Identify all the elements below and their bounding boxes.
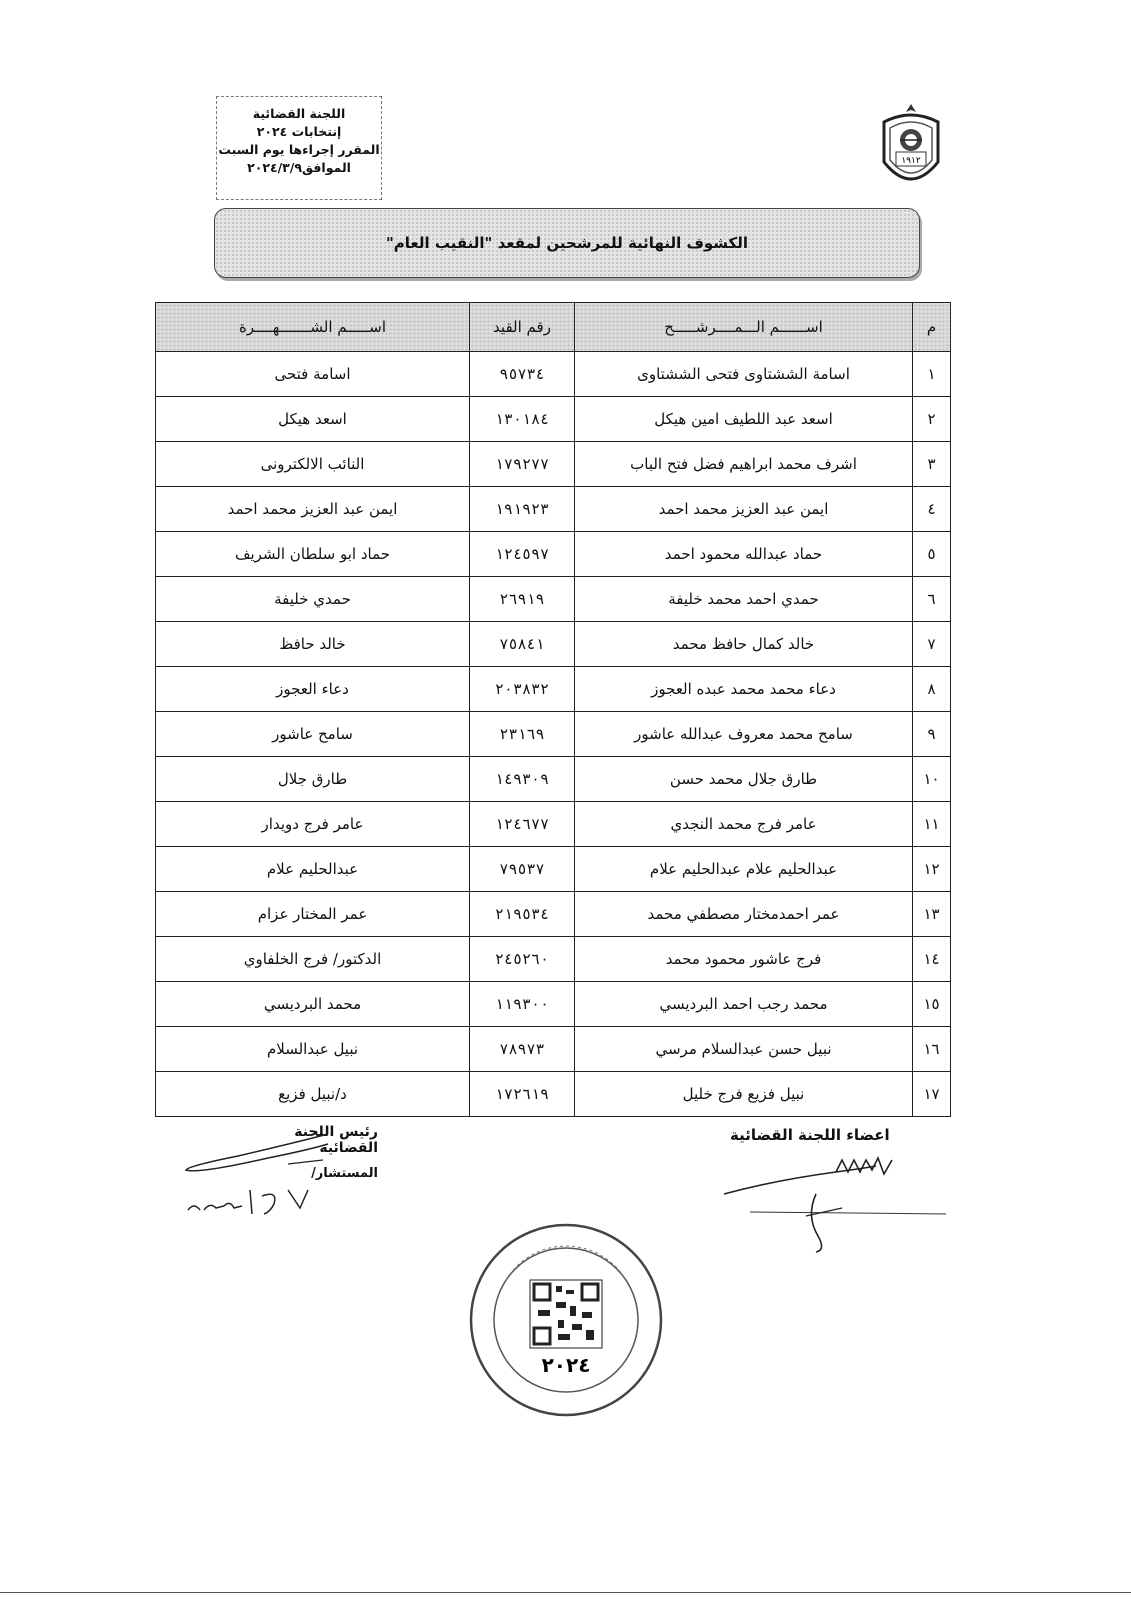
row-index: ٦ (913, 577, 951, 622)
election-date: الموافق٢٠٢٤/٣/٩ (247, 160, 351, 175)
row-index: ١٧ (913, 1072, 951, 1117)
member-signature-2 (746, 1186, 956, 1256)
row-index: ٧ (913, 622, 951, 667)
popular-name: طارق جلال (156, 757, 470, 802)
table-row (156, 442, 951, 487)
table-row (156, 532, 951, 577)
registration-no: ٢٦٩١٩ (470, 577, 575, 622)
popular-name: عمر المختار عزام (156, 892, 470, 937)
table-row (156, 892, 951, 937)
registration-no: ١٧٢٦١٩ (470, 1072, 575, 1117)
page-title: الكشوف النهائية للمرشحين لمقعد "النقيب العام" (385, 234, 749, 252)
table-row (156, 1072, 951, 1117)
table-row (156, 622, 951, 667)
registration-no: ١٩١٩٢٣ (470, 487, 575, 532)
logo-year: ١٩١٢ (901, 156, 921, 166)
row-index: ١ (913, 352, 951, 397)
popular-name: النائب الالكترونى (156, 442, 470, 487)
table-row (156, 982, 951, 1027)
registration-no: ٢٠٣٨٣٢ (470, 667, 575, 712)
qr-code-icon (530, 1280, 602, 1348)
candidate-name: خالد كمال حافظ محمد (575, 622, 913, 667)
table-row (156, 667, 951, 712)
table-row (156, 352, 951, 397)
registration-no: ٧٨٩٧٣ (470, 1027, 575, 1072)
candidate-name: طارق جلال محمد حسن (575, 757, 913, 802)
registration-no: ٢٤٥٢٦٠ (470, 937, 575, 982)
popular-name: خالد حافظ (156, 622, 470, 667)
candidate-name: سامح محمد معروف عبدالله عاشور (575, 712, 913, 757)
candidates-table-wrapper (155, 302, 950, 1117)
seal-year: ٢٠٢٤ (541, 1353, 591, 1377)
registration-no: ٢٣١٦٩ (470, 712, 575, 757)
candidate-name: دعاء محمد محمد عبده العجوز (575, 667, 913, 712)
popular-name: حمدي خليفة (156, 577, 470, 622)
candidate-name: عمر احمدمختار مصطفي محمد (575, 892, 913, 937)
registration-no: ١٢٤٥٩٧ (470, 532, 575, 577)
candidate-name: اسامة الششتاوى فتحى الششتاوى (575, 352, 913, 397)
row-index: ١٥ (913, 982, 951, 1027)
candidate-name: عامر فرج محمد النجدي (575, 802, 913, 847)
table-row (156, 757, 951, 802)
registration-no: ٧٩٥٣٧ (470, 847, 575, 892)
popular-name: نبيل عبدالسلام (156, 1027, 470, 1072)
committee-president-label: رئيس اللجنة القضائية (294, 1124, 378, 1156)
row-index: ٣ (913, 442, 951, 487)
candidate-name: حمدي احمد محمد خليفة (575, 577, 913, 622)
popular-name: دعاء العجوز (156, 667, 470, 712)
counselor-label: المستشار/ (311, 1166, 378, 1181)
committee-name: اللجنة القضائية (252, 106, 346, 121)
popular-name: حماد ابو سلطان الشريف (156, 532, 470, 577)
official-seal (466, 1220, 666, 1420)
popular-name: عبدالحليم علام (156, 847, 470, 892)
candidate-name: نبيل حسن عبدالسلام مرسي (575, 1027, 913, 1072)
popular-name: ايمن عبد العزيز محمد احمد (156, 487, 470, 532)
header-registration-no: رقم القيد (470, 303, 575, 352)
bottom-divider (0, 1592, 1131, 1593)
popular-name: اسعد هيكل (156, 397, 470, 442)
candidate-name: حماد عبدالله محمود احمد (575, 532, 913, 577)
popular-name: الدكتور/ فرج الخلفاوي (156, 937, 470, 982)
committee-members-label: اعضاء اللجنة القضائية (730, 1126, 890, 1144)
row-index: ١١ (913, 802, 951, 847)
row-index: ٥ (913, 532, 951, 577)
candidate-name: اسعد عبد اللطيف امين هيكل (575, 397, 913, 442)
row-index: ٢ (913, 397, 951, 442)
scheduled-day: المقرر إجراءها يوم السبت (218, 142, 380, 157)
row-index: ١٠ (913, 757, 951, 802)
row-index: ١٦ (913, 1027, 951, 1072)
row-index: ٤ (913, 487, 951, 532)
candidate-name: فرج عاشور محمود محمد (575, 937, 913, 982)
popular-name: عامر فرج دويدار (156, 802, 470, 847)
candidate-name: اشرف محمد ابراهيم فضل فتح الباب (575, 442, 913, 487)
title-banner (214, 208, 920, 278)
row-index: ١٢ (913, 847, 951, 892)
popular-name: اسامة فتحى (156, 352, 470, 397)
table-row (156, 802, 951, 847)
registration-no: ١٧٩٢٧٧ (470, 442, 575, 487)
row-index: ١٣ (913, 892, 951, 937)
row-index: ٩ (913, 712, 951, 757)
row-index: ٨ (913, 667, 951, 712)
header-candidate-name: اســــــم الـــمــــرشـــــح (575, 303, 913, 352)
popular-name: محمد البرديسي (156, 982, 470, 1027)
candidate-name: ايمن عبد العزيز محمد احمد (575, 487, 913, 532)
registration-no: ٢١٩٥٣٤ (470, 892, 575, 937)
president-signature (178, 1130, 378, 1220)
table-row (156, 712, 951, 757)
candidates-table (155, 302, 951, 1117)
table-row (156, 1027, 951, 1072)
table-row (156, 937, 951, 982)
table-row (156, 577, 951, 622)
row-index: ١٤ (913, 937, 951, 982)
registration-no: ١٢٤٦٧٧ (470, 802, 575, 847)
registration-no: ٧٥٨٤١ (470, 622, 575, 667)
registration-no: ١١٩٣٠٠ (470, 982, 575, 1027)
table-row (156, 487, 951, 532)
registration-no: ١٣٠١٨٤ (470, 397, 575, 442)
candidate-name: نبيل فزيع فرج خليل (575, 1072, 913, 1117)
popular-name: سامح عاشور (156, 712, 470, 757)
popular-name: د/نبيل فزيع (156, 1072, 470, 1117)
registration-no: ١٤٩٣٠٩ (470, 757, 575, 802)
elections-year: إنتخابات ٢٠٢٤ (256, 124, 342, 139)
header-index: م (913, 303, 951, 352)
table-row (156, 397, 951, 442)
registration-no: ٩٥٧٣٤ (470, 352, 575, 397)
candidate-name: محمد رجب احمد البرديسي (575, 982, 913, 1027)
header-popular-name: اســـــم الشـــــــهــــرة (156, 303, 470, 352)
syndicate-logo (876, 100, 946, 200)
table-row (156, 847, 951, 892)
table-header-row (156, 303, 951, 352)
candidate-name: عبدالحليم علام عبدالحليم علام (575, 847, 913, 892)
election-info-box (216, 96, 382, 200)
